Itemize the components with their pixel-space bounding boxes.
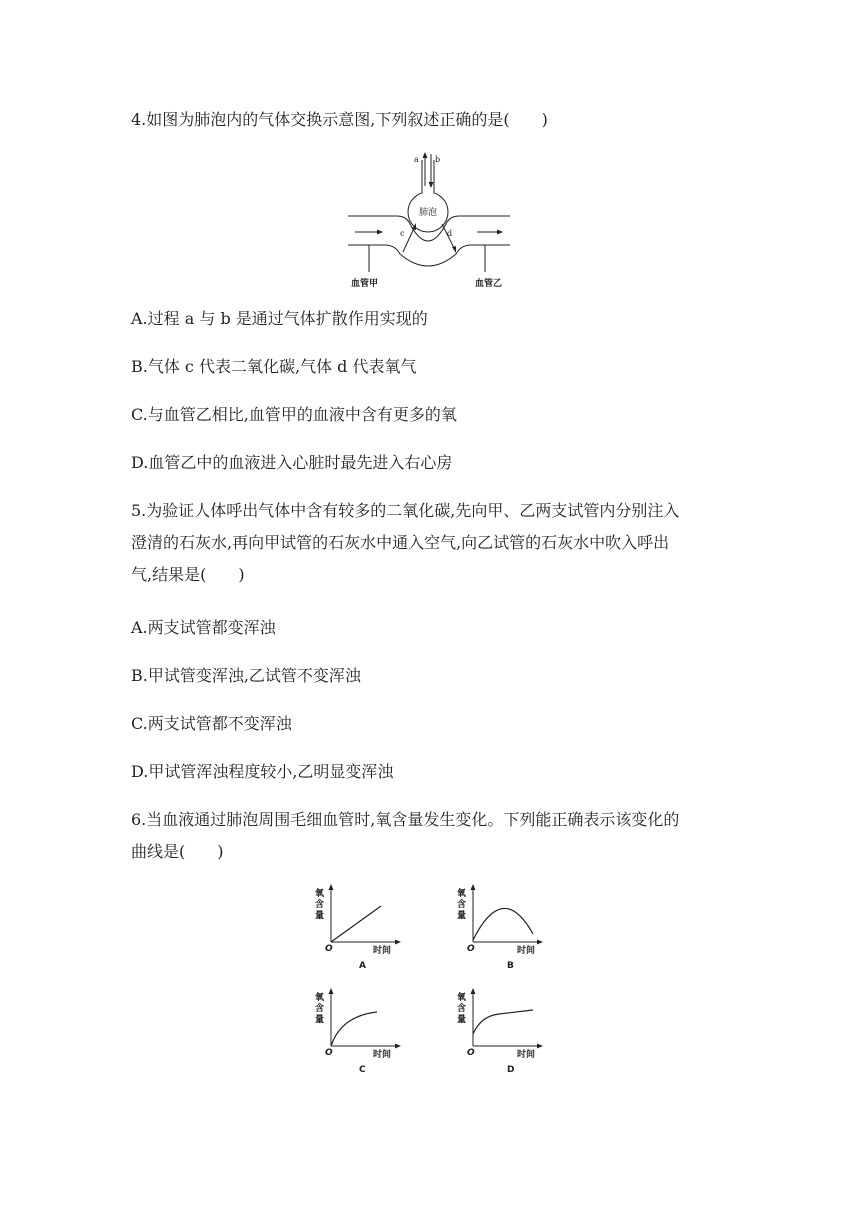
graph-c-xlabel: 时间 (373, 1050, 392, 1060)
q5-option-d: D.甲试管浑浊程度较小,乙明显变浑浊 (131, 762, 394, 781)
graph-d-xlabel: 时间 (517, 1050, 536, 1060)
q4-option-d: D.血管乙中的血液进入心脏时最先进入右心房 (131, 453, 453, 472)
graph-b-ylabel-1: 氧 (457, 889, 467, 899)
graph-d-origin: O (467, 1048, 475, 1058)
graph-b-ylabel-3: 量 (457, 911, 467, 921)
graph-c-ylabel-1: 氧 (315, 993, 325, 1003)
graph-d-ylabel-2: 含 (457, 1004, 467, 1014)
vessel-yi-label: 血管乙 (475, 279, 503, 289)
arrow-d-label: d (447, 229, 453, 238)
q4-option-b: B.气体 c 代表二氧化碳,气体 d 代表氧气 (131, 357, 417, 376)
graph-b-origin: O (467, 944, 475, 954)
q5-stem-line-2: 澄清的石灰水,再向甲试管的石灰水中通入空气,向乙试管的石灰水中吹入呼出 (131, 533, 670, 552)
graph-d (457, 988, 557, 1078)
graph-c-ylabel-2: 含 (315, 1004, 325, 1014)
graph-b-ylabel-2: 含 (457, 900, 467, 910)
graph-b (457, 884, 557, 974)
vessel-jia-label: 血管甲 (351, 279, 379, 289)
q5-stem-line-3: 气,结果是( ) (131, 565, 245, 584)
graph-a-origin: O (325, 944, 333, 954)
arrow-b-label: b (435, 155, 441, 164)
graph-c-ylabel-3: 量 (315, 1015, 325, 1025)
graph-d-ylabel-3: 量 (457, 1015, 467, 1025)
alveolus-label: 肺泡 (419, 208, 438, 218)
graph-a-label: A (359, 961, 366, 971)
graph-b-label: B (507, 961, 514, 971)
graph-c-origin: O (325, 1048, 333, 1058)
alveolus-gas-exchange-diagram (345, 150, 515, 290)
graph-a (315, 884, 415, 974)
q6-stem-line-1: 6.当血液通过肺泡周围毛细血管时,氧含量发生变化。下列能正确表示该变化的 (131, 810, 680, 829)
graph-d-ylabel-1: 氧 (457, 993, 467, 1003)
q5-stem-line-1: 5.为验证人体呼出气体中含有较多的二氧化碳,先向甲、乙两支试管内分别注入 (131, 501, 680, 520)
graph-c (315, 988, 415, 1078)
q5-option-b: B.甲试管变浑浊,乙试管不变浑浊 (131, 666, 361, 685)
q6-stem-line-2: 曲线是( ) (131, 842, 224, 861)
q5-option-a: A.两支试管都变浑浊 (131, 618, 276, 637)
q4-option-a: A.过程 a 与 b 是通过气体扩散作用实现的 (131, 309, 428, 328)
graph-a-ylabel-2: 含 (315, 900, 325, 910)
q5-option-c: C.两支试管都不变浑浊 (131, 714, 292, 733)
arrow-c-label: c (400, 229, 405, 238)
graph-a-xlabel: 时间 (373, 946, 392, 956)
q4-option-c: C.与血管乙相比,血管甲的血液中含有更多的氧 (131, 405, 457, 424)
graph-b-xlabel: 时间 (517, 946, 536, 956)
graph-a-ylabel-1: 氧 (315, 889, 325, 899)
arrow-a-label: a (414, 155, 419, 164)
q4-stem: 4.如图为肺泡内的气体交换示意图,下列叙述正确的是( ) (131, 110, 548, 129)
graph-a-ylabel-3: 量 (315, 911, 325, 921)
graph-d-label: D (507, 1065, 515, 1075)
graph-c-label: C (359, 1065, 366, 1075)
